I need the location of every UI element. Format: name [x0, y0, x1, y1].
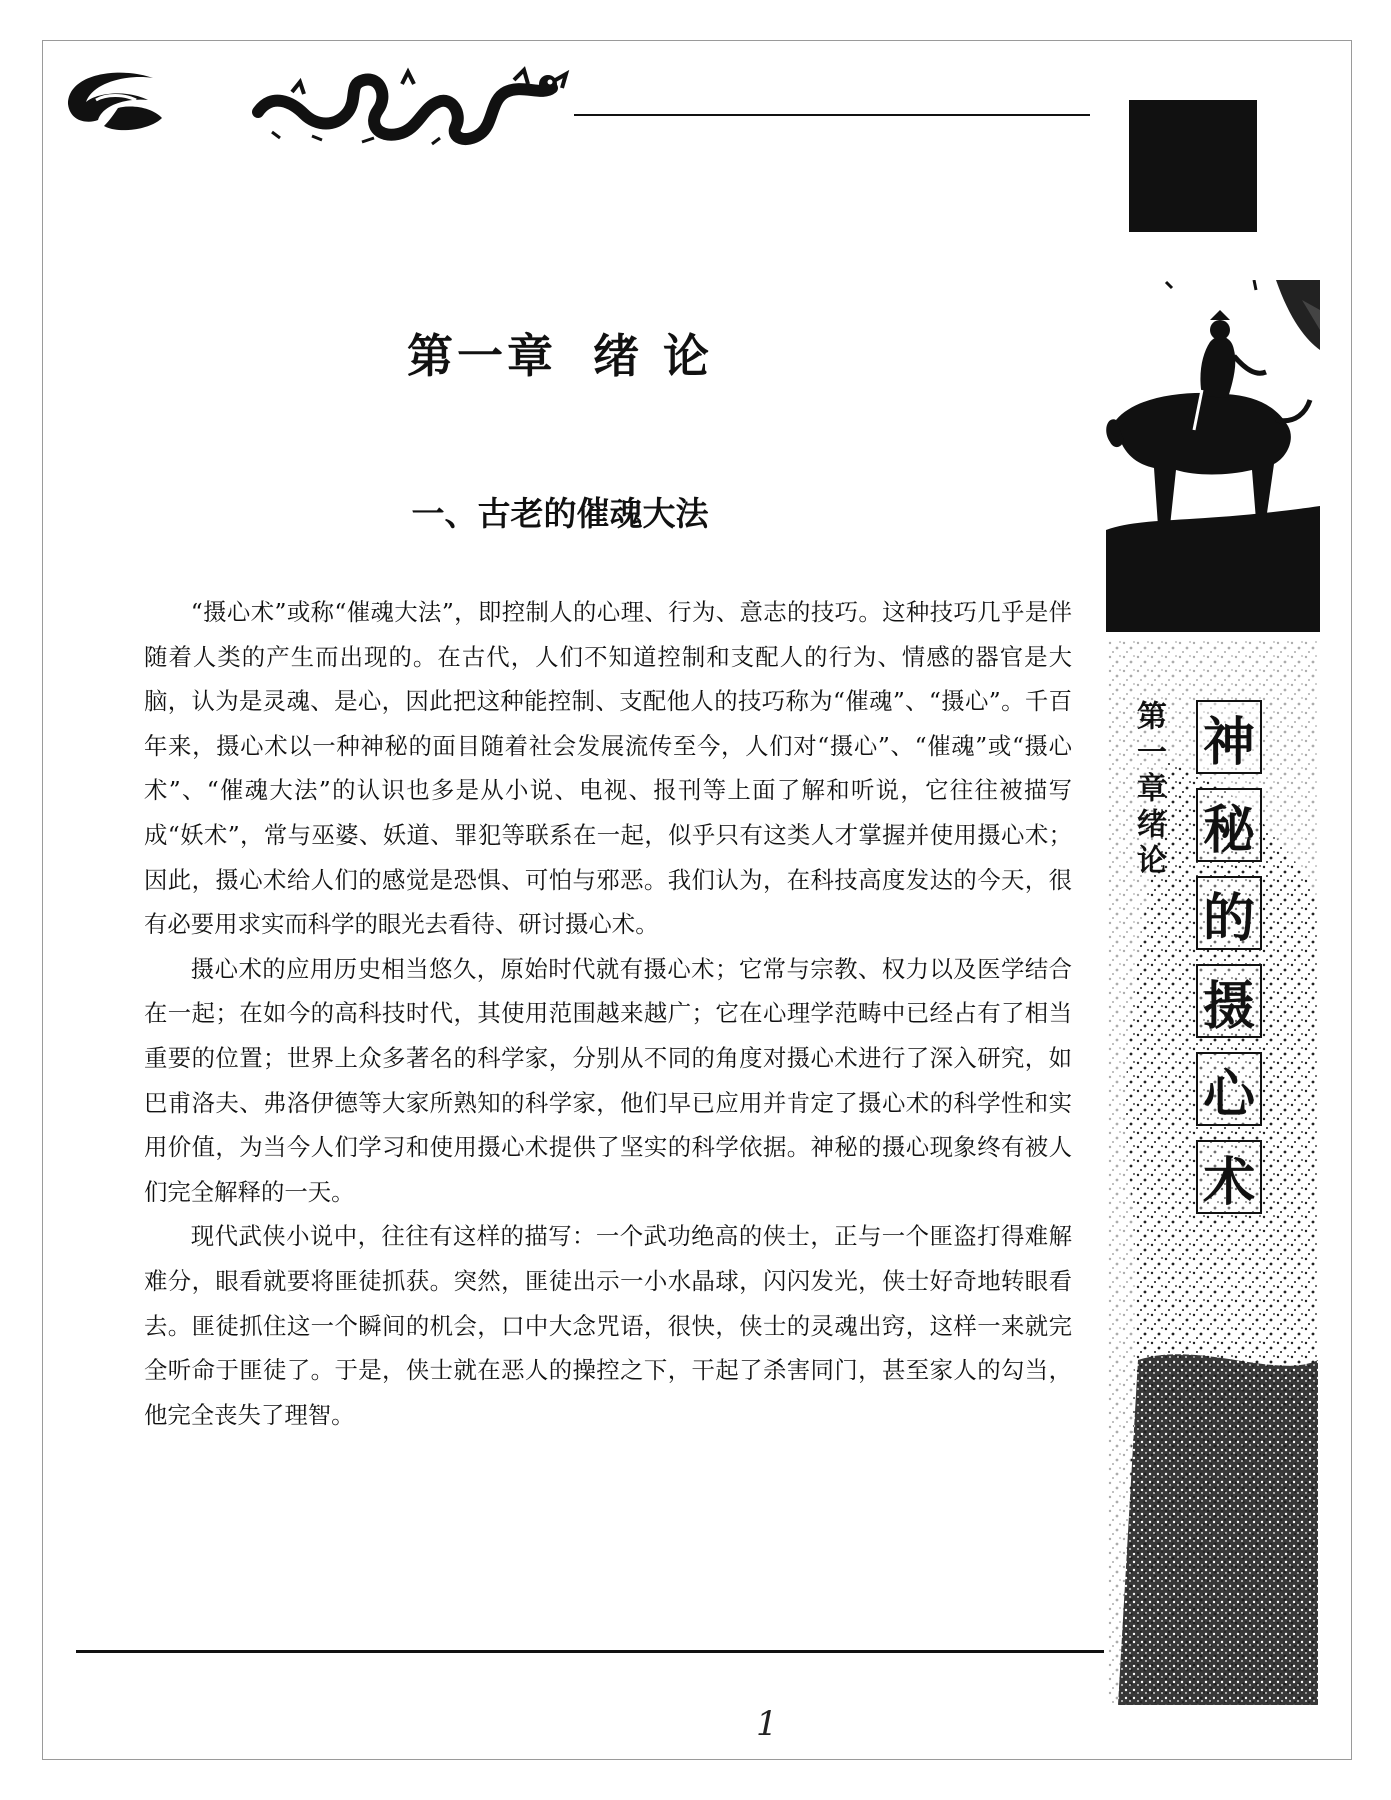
spine-title-char: 心 — [1196, 1052, 1262, 1126]
section-title: 一、古老的催魂大法 — [411, 494, 709, 533]
spine-title-char: 神 — [1196, 700, 1262, 774]
spine-title-char: 术 — [1196, 1140, 1262, 1214]
chapter-number: 第一章 — [406, 329, 557, 383]
chapter-name: 绪 论 — [592, 329, 713, 383]
spine-book-title — [1196, 700, 1262, 1214]
spine-chapter-label: 第一章绪论 — [1131, 700, 1166, 880]
page-number: 1 — [756, 1704, 778, 1744]
header-rule — [574, 114, 1090, 116]
footer-rule — [76, 1650, 1104, 1653]
spine-title-char: 秘 — [1196, 788, 1262, 862]
chapter-title — [0, 320, 1120, 386]
paragraph: 现代武侠小说中，往往有这样的描写：一个武功绝高的侠士，正与一个匪盗打得难解难分，眼看就要将匪徒抓获。突然，匪徒出示一小水晶球，闪闪发光，侠士好奇地转眼看去。匪徒抓住这一个瞬间的机会，口中大念咒语，很快，侠士的灵魂出窍，这样一来就完全听命于匪徒了。于是，侠士就在恶人的操控之下，干起了杀害同门，甚至家人的勾当，他完全丧失了理智。 — [144, 1222, 1072, 1429]
man-riding-ox-photo — [1106, 280, 1320, 632]
spine-title-char: 摄 — [1196, 964, 1262, 1038]
body-text — [144, 590, 1072, 1437]
header-black-block — [1129, 100, 1257, 232]
paragraph: 摄心术的应用历史相当悠久，原始时代就有摄心术；它常与宗教、权力以及医学结合在一起；在如今的高科技时代，其使用范围越来越广；它在心理学范畴中已经占有了相当重要的位置；世界上众多著名的科学家，分别从不同的角度对摄心术进行了深入研究，如巴甫洛夫、弗洛伊德等大家所熟知的科学家，他们早已应用并肯定了摄心术的科学性和实用价值，为当今人们学习和使用摄心术提供了坚实的科学依据。神秘的摄心现象终有被人们完全解释的一天。 — [144, 954, 1072, 1206]
spine-title-char: 的 — [1196, 876, 1262, 950]
swirl-logo-icon — [58, 64, 166, 136]
paragraph: “摄心术”或称“催魂大法”，即控制人的心理、行为、意志的技巧。这种技巧几乎是伴随着人类的产生而出现的。在古代，人们不知道控制和支配人的行为、情感的器官是大脑，认为是灵魂、是心，因此把这种能控制、支配他人的技巧称为“催魂”、“摄心”。千百年来，摄心术以一种神秘的面目随着社会发展流传至今，人们对“摄心”、“催魂”或“摄心术”、“催魂大法”的认识也多是从小说、电视、报刊等上面了解和听说，它往往被描写成“妖术”，常与巫婆、妖道、罪犯等联系在一起，似乎只有这类人才掌握并使用摄心术；因此，摄心术给人们的感觉是恐惧、可怕与邪恶。我们认为，在科技高度发达的今天，很有必要用求实而科学的眼光去看待、研讨摄心术。 — [144, 598, 1072, 939]
dragon-ornament-icon — [252, 62, 572, 152]
